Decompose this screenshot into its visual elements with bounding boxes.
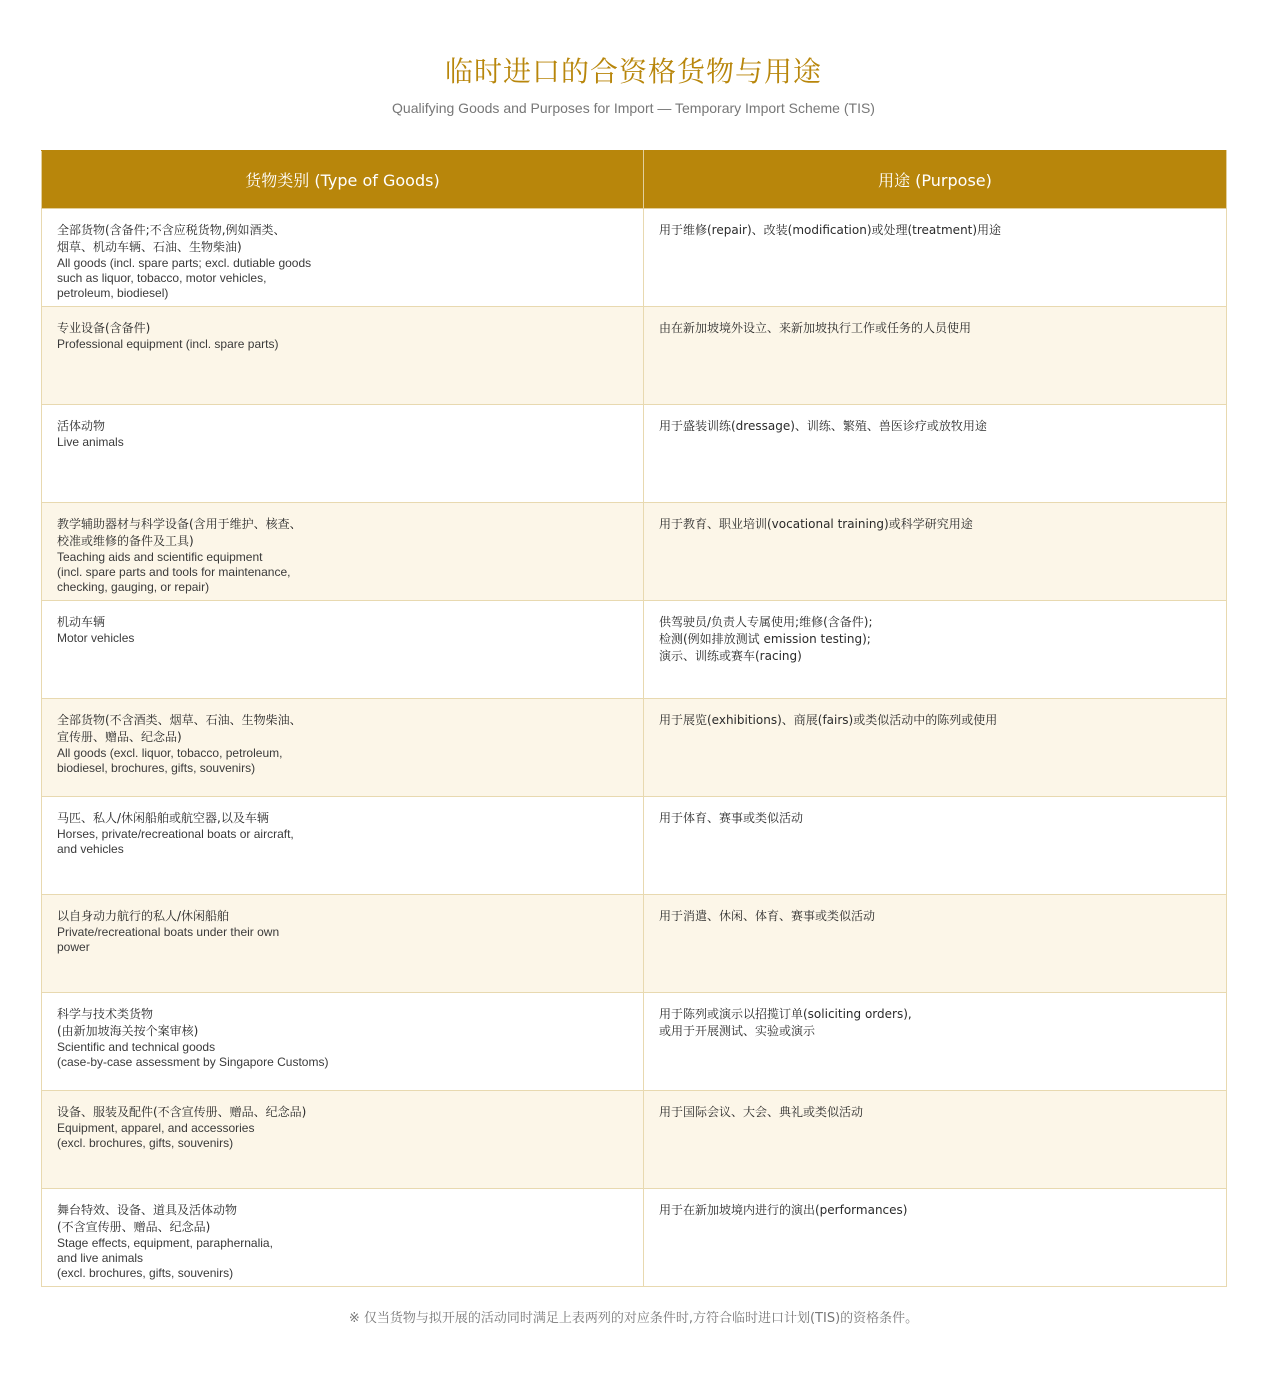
goods-cell [42,307,644,405]
goods-en: Scientific and technical goods (case-by-case assessment by Singapore Customs) [57,1040,329,1069]
table-row [42,797,1227,895]
goods-zh: 设备、服装及配件(不含宣传册、赠品、纪念品) [57,1105,307,1119]
purpose-cell [644,405,1227,503]
goods-purpose-table [41,150,1227,1287]
goods-en: Private/recreational boats under their own power [57,925,280,954]
page-title: 临时进口的合资格货物与用途 [444,55,822,88]
purpose-cell [644,209,1227,307]
table-row [42,1091,1227,1189]
purpose-text: 用于维修(repair)、改装(modification)或处理(treatment)用途 [659,223,1002,237]
table-row [42,405,1227,503]
table-row [42,209,1227,307]
goods-cell [42,503,644,601]
goods-zh: 全部货物(含备件;不含应税货物,例如酒类、 烟草、机动车辆、石油、生物柴油) [57,223,286,254]
goods-cell [42,895,644,993]
table-row [42,601,1227,699]
purpose-text: 用于陈列或演示以招揽订单(soliciting orders), 或用于开展测试、实验或演示 [659,1007,912,1038]
goods-zh: 机动车辆 [57,615,106,629]
goods-cell [42,209,644,307]
table-row [42,307,1227,405]
goods-zh: 活体动物 [57,419,106,433]
table-header-row [42,151,1227,209]
goods-en: Equipment, apparel, and accessories (excl. brochures, gifts, souvenirs) [57,1121,255,1150]
header-purpose: 用途 (Purpose) [644,151,1227,209]
goods-zh: 教学辅助器材与科学设备(含用于维护、核查、 校准或维修的备件及工具) [57,517,302,548]
goods-en: Motor vehicles [57,631,135,645]
goods-en: All goods (incl. spare parts; excl. dutiable goods such as liquor, tobacco, motor vehicles, petroleum, biodiesel) [57,256,312,300]
purpose-cell [644,1091,1227,1189]
purpose-text: 用于盛装训练(dressage)、训练、繁殖、兽医诊疗或放牧用途 [659,419,987,433]
goods-cell [42,699,644,797]
purpose-cell [644,503,1227,601]
goods-cell [42,1189,644,1287]
goods-en: Horses, private/recreational boats or aircraft, and vehicles [57,827,294,856]
purpose-cell [644,1189,1227,1287]
goods-en: Professional equipment (incl. spare parts) [57,337,279,351]
table-body [42,209,1227,1287]
table-row [42,1189,1227,1287]
goods-zh: 以自身动力航行的私人/休闲船舶 [57,909,230,923]
footnote: ※ 仅当货物与拟开展的活动同时满足上表两列的对应条件时,方符合临时进口计划(TIS)的资格条件。 [348,1311,919,1326]
purpose-text: 用于国际会议、大会、典礼或类似活动 [659,1105,864,1119]
table-row [42,503,1227,601]
goods-cell [42,993,644,1091]
purpose-cell [644,699,1227,797]
purpose-text: 用于在新加坡境内进行的演出(performances) [659,1203,908,1217]
goods-cell [42,1091,644,1189]
goods-zh: 马匹、私人/休闲船舶或航空器,以及车辆 [57,811,269,825]
table-row [42,699,1227,797]
purpose-cell [644,895,1227,993]
purpose-text: 用于教育、职业培训(vocational training)或科学研究用途 [659,517,973,531]
purpose-text: 供驾驶员/负责人专属使用;维修(含备件); 检测(例如排放测试 emission testing); 演示、训练或赛车(racing) [659,615,873,663]
goods-cell [42,797,644,895]
goods-cell [42,405,644,503]
goods-en: Live animals [57,435,124,449]
goods-zh: 科学与技术类货物 (由新加坡海关按个案审核) [57,1007,199,1038]
goods-cell [42,601,644,699]
goods-en: Stage effects, equipment, paraphernalia, and live animals (excl. brochures, gifts, souvenirs) [57,1236,273,1280]
purpose-text: 用于展览(exhibitions)、商展(fairs)或类似活动中的陈列或使用 [659,713,998,727]
table-row [42,993,1227,1091]
purpose-text: 用于体育、赛事或类似活动 [659,811,804,825]
purpose-cell [644,993,1227,1091]
purpose-text: 用于消遣、休闲、体育、赛事或类似活动 [659,909,876,923]
header-goods: 货物类别 (Type of Goods) [42,151,644,209]
goods-en: Teaching aids and scientific equipment (incl. spare parts and tools for maintenance, checking, gauging, or repair) [57,550,291,594]
goods-purpose-table-container [41,150,1226,1287]
purpose-cell [644,797,1227,895]
purpose-cell [644,307,1227,405]
goods-en: All goods (excl. liquor, tobacco, petroleum, biodiesel, brochures, gifts, souvenirs) [57,746,283,775]
page-subtitle: Qualifying Goods and Purposes for Import — Temporary Import Scheme (TIS) [392,100,875,116]
goods-zh: 专业设备(含备件) [57,321,151,335]
goods-zh: 舞台特效、设备、道具及活体动物 (不含宣传册、赠品、纪念品) [57,1203,238,1234]
table-row [42,895,1227,993]
goods-zh: 全部货物(不含酒类、烟草、石油、生物柴油、 宣传册、赠品、纪念品) [57,713,302,744]
purpose-text: 由在新加坡境外设立、来新加坡执行工作或任务的人员使用 [659,321,972,335]
purpose-cell [644,601,1227,699]
